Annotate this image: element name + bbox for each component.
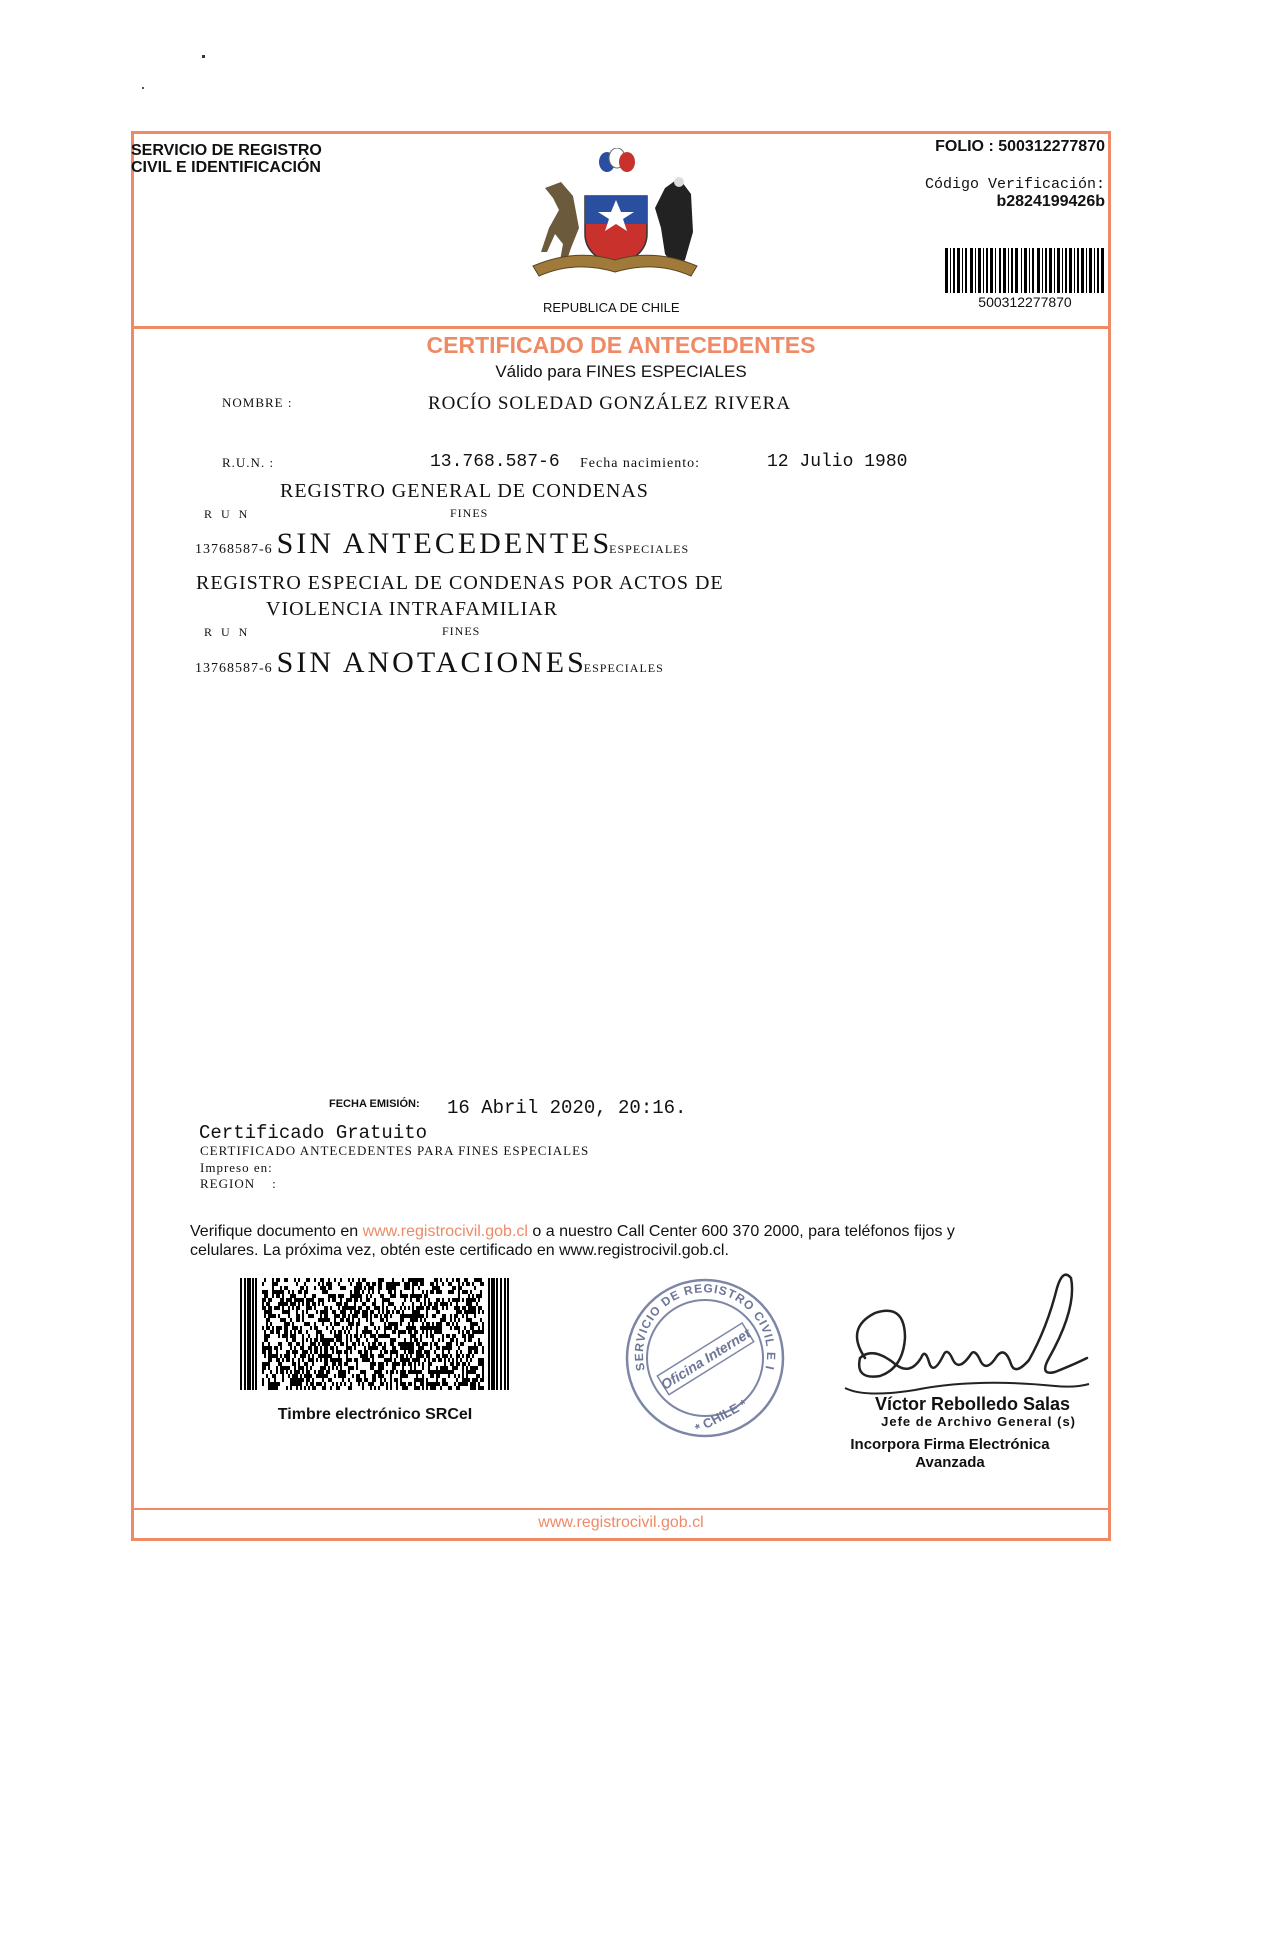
- signature-icon: [825, 1268, 1095, 1398]
- registry-general-result-s: S: [592, 527, 610, 560]
- timbre-label: Timbre electrónico SRCeI: [277, 1406, 473, 1423]
- region: REGION :: [200, 1176, 277, 1191]
- timbre-barcode-icon: [240, 1278, 510, 1390]
- e-signature-line-1: Incorpora Firma Electrónica: [850, 1436, 1050, 1453]
- name-label: NOMBRE :: [222, 395, 293, 410]
- verify-text-before: Verifique documento en: [190, 1223, 363, 1240]
- registry-general-title: REGISTRO GENERAL DE CONDENAS: [280, 480, 649, 502]
- folio-label: FOLIO :: [935, 138, 994, 155]
- verify-line-2: celulares. La próxima vez, obtén este certificado en www.registrocivil.gob.cl.: [190, 1242, 729, 1259]
- signer-name: Víctor Rebolledo Salas: [874, 1394, 1070, 1414]
- official-stamp-icon: [615, 1270, 795, 1440]
- e-signature-note: [800, 1436, 1100, 1472]
- country-label: REPUBLICA DE CHILE: [543, 300, 680, 315]
- run-value: 13.768.587-6: [430, 452, 560, 472]
- barcode-number: 500312277870: [978, 294, 1072, 310]
- registry-vif-result: SIN ANOTACIONE: [276, 646, 568, 679]
- certificate-subtitle: Válido para FINES ESPECIALES: [495, 362, 747, 381]
- verify-line-1: [190, 1222, 1090, 1241]
- printed-in: Impreso en:: [200, 1160, 273, 1175]
- registry-vif-run-value: 13768587-6: [195, 661, 273, 676]
- verify-text: [190, 1222, 1090, 1260]
- verification-label: Código Verificación:: [924, 176, 1105, 193]
- issue-date-value: 16 Abril 2020, 20:16.: [447, 1097, 687, 1119]
- agency-name: [131, 142, 322, 176]
- registry-vif-row: [195, 646, 664, 680]
- stamp-seal-text: SERVICIO DE REGISTRO CIVIL E I: [631, 1281, 779, 1373]
- run-label: R.U.N. :: [222, 455, 275, 470]
- footer-url[interactable]: www.registrocivil.gob.cl: [538, 1514, 704, 1531]
- folio-barcode-icon: [945, 248, 1105, 293]
- scan-speck: [202, 55, 205, 58]
- e-signature-line-2: Avanzada: [915, 1454, 985, 1471]
- registry-vif-fines: FINES: [442, 624, 481, 638]
- registry-general-run-value: 13768587-6: [195, 542, 273, 557]
- registry-general-especiales: ESPECIALES: [609, 542, 690, 556]
- stamp-country-text: * CHILE *: [692, 1396, 750, 1436]
- coat-of-arms-icon: [515, 148, 715, 280]
- registry-vif-result-s: S: [567, 646, 584, 679]
- header-divider: [131, 326, 1111, 329]
- stamp-inner-text: Oficina Internet: [657, 1324, 754, 1393]
- certificate-title: CERTIFICADO DE ANTECEDENTES: [426, 332, 816, 358]
- agency-line-1: SERVICIO DE REGISTRO: [131, 142, 322, 159]
- registry-vif-title-2: VIOLENCIA INTRAFAMILIAR: [266, 598, 559, 620]
- name-value: ROCÍO SOLEDAD GONZÁLEZ RIVERA: [428, 393, 792, 414]
- signer-role: Jefe de Archivo General (s): [881, 1414, 1076, 1429]
- registry-vif-especiales: ESPECIALES: [583, 661, 664, 675]
- agency-line-2: CIVIL E IDENTIFICACIÓN: [131, 159, 321, 176]
- birth-value: 12 Julio 1980: [767, 452, 908, 472]
- verification-code: b2824199426b: [996, 193, 1105, 210]
- folio-value: 500312277870: [998, 138, 1105, 155]
- registry-general-fines: FINES: [450, 506, 489, 520]
- registry-vif-run-column: R U N: [204, 625, 251, 639]
- verify-text-after: o a nuestro Call Center 600 370 2000, para teléfonos fijos y: [527, 1223, 955, 1240]
- footer-divider: [131, 1508, 1111, 1510]
- issue-date-label: FECHA EMISIÓN:: [329, 1098, 420, 1110]
- scan-speck: [142, 87, 144, 89]
- folio: [880, 138, 1105, 156]
- free-certificate: Certificado Gratuito: [199, 1122, 428, 1144]
- registry-general-run-column: R U N: [204, 507, 251, 521]
- verify-link[interactable]: www.registrocivil.gob.cl: [362, 1223, 528, 1240]
- registry-vif-title-1: REGISTRO ESPECIAL DE CONDENAS POR ACTOS DE: [196, 572, 724, 594]
- birth-label: Fecha nacimiento:: [580, 456, 701, 471]
- certificate-type: CERTIFICADO ANTECEDENTES PARA FINES ESPECIALES: [200, 1143, 590, 1158]
- registry-general-result: SIN ANTECEDENTE: [276, 527, 593, 560]
- registry-general-row: [195, 527, 689, 561]
